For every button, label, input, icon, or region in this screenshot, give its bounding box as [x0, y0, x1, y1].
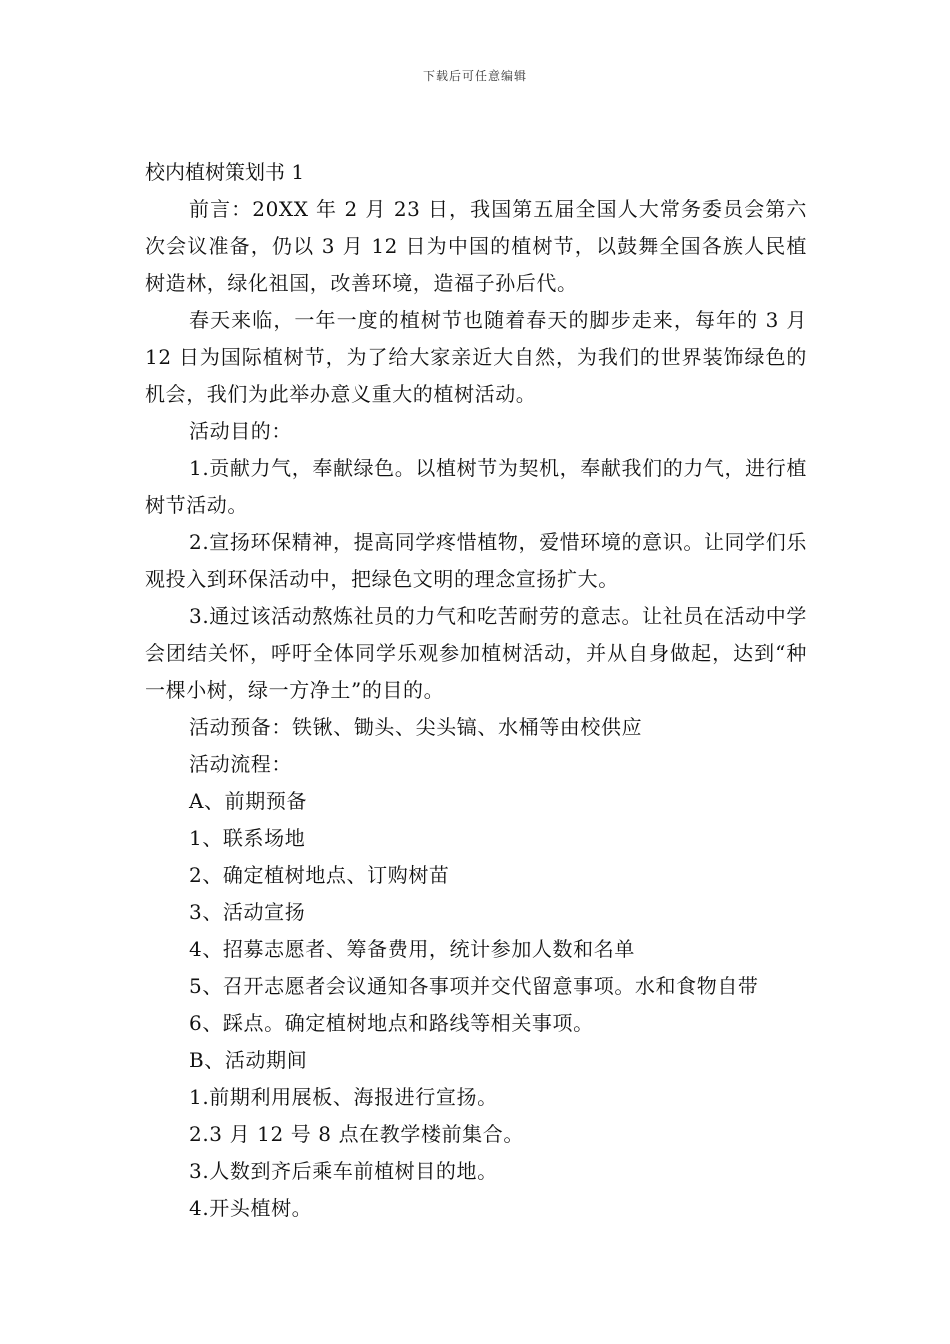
list-item: 2、确定植树地点、订购树苗 — [189, 863, 450, 887]
list-item: 1、联系场地 — [189, 826, 306, 850]
list-item: 4、招募志愿者、筹备费用，统计参加人数和名单 — [189, 937, 635, 961]
paragraph-purpose-3: 3.通过该活动熬炼社员的力气和吃苦耐劳的意志。让社员在活动中学会团结关怀，呼吁全体同学乐观参加植树活动，并从自身做起，达到“种一棵小树，绿一方净土”的目的。 — [145, 604, 807, 702]
line-process-heading: 活动流程： — [189, 752, 292, 776]
list-item: 2.3 月 12 号 8 点在教学楼前集合。 — [189, 1122, 524, 1146]
list-item: 4.开头植树。 — [189, 1196, 313, 1220]
paragraph-preface: 前言：20XX 年 2 月 23 日，我国第五届全国人大常务委员会第六次会议准备，仍以 3 月 12 日为中国的植树节，以鼓舞全国各族人民植树造林，绿化祖国，改善环境，造福子孙后代。 — [145, 197, 807, 295]
list-item: 5、召开志愿者会议通知各事项并交代留意事项。水和食物自带 — [189, 974, 759, 998]
list-item: 6、踩点。确定植树地点和路线等相关事项。 — [189, 1011, 594, 1035]
paragraph-purpose-heading: 活动目的： — [189, 419, 292, 443]
line-section-b: B、活动期间 — [189, 1048, 308, 1072]
list-item: 3、活动宣扬 — [189, 900, 306, 924]
document-title: 校内植树策划书 1 — [145, 160, 305, 184]
list-item: 1.前期利用展板、海报进行宣扬。 — [189, 1085, 498, 1109]
paragraph-purpose-2: 2.宣扬环保精神，提高同学疼惜植物，爱惜环境的意识。让同学们乐观投入到环保活动中，把绿色文明的理念宣扬扩大。 — [145, 530, 807, 591]
list-item: 3.人数到齐后乘车前植树目的地。 — [189, 1159, 498, 1183]
line-preparation: 活动预备：铁锹、锄头、尖头镐、水桶等由校供应 — [189, 715, 643, 739]
document-body — [145, 154, 807, 1227]
header-note: 下载后可任意编辑 — [422, 69, 527, 83]
paragraph-purpose-1: 1.贡献力气，奉献绿色。以植树节为契机，奉献我们的力气，进行植树节活动。 — [145, 456, 807, 517]
paragraph-spring: 春天来临，一年一度的植树节也随着春天的脚步走来，每年的 3 月 12 日为国际植树节，为了给大家亲近大自然，为我们的世界装饰绿色的机会，我们为此举办意义重大的植树活动。 — [145, 308, 807, 406]
line-section-a: A、前期预备 — [189, 789, 308, 813]
